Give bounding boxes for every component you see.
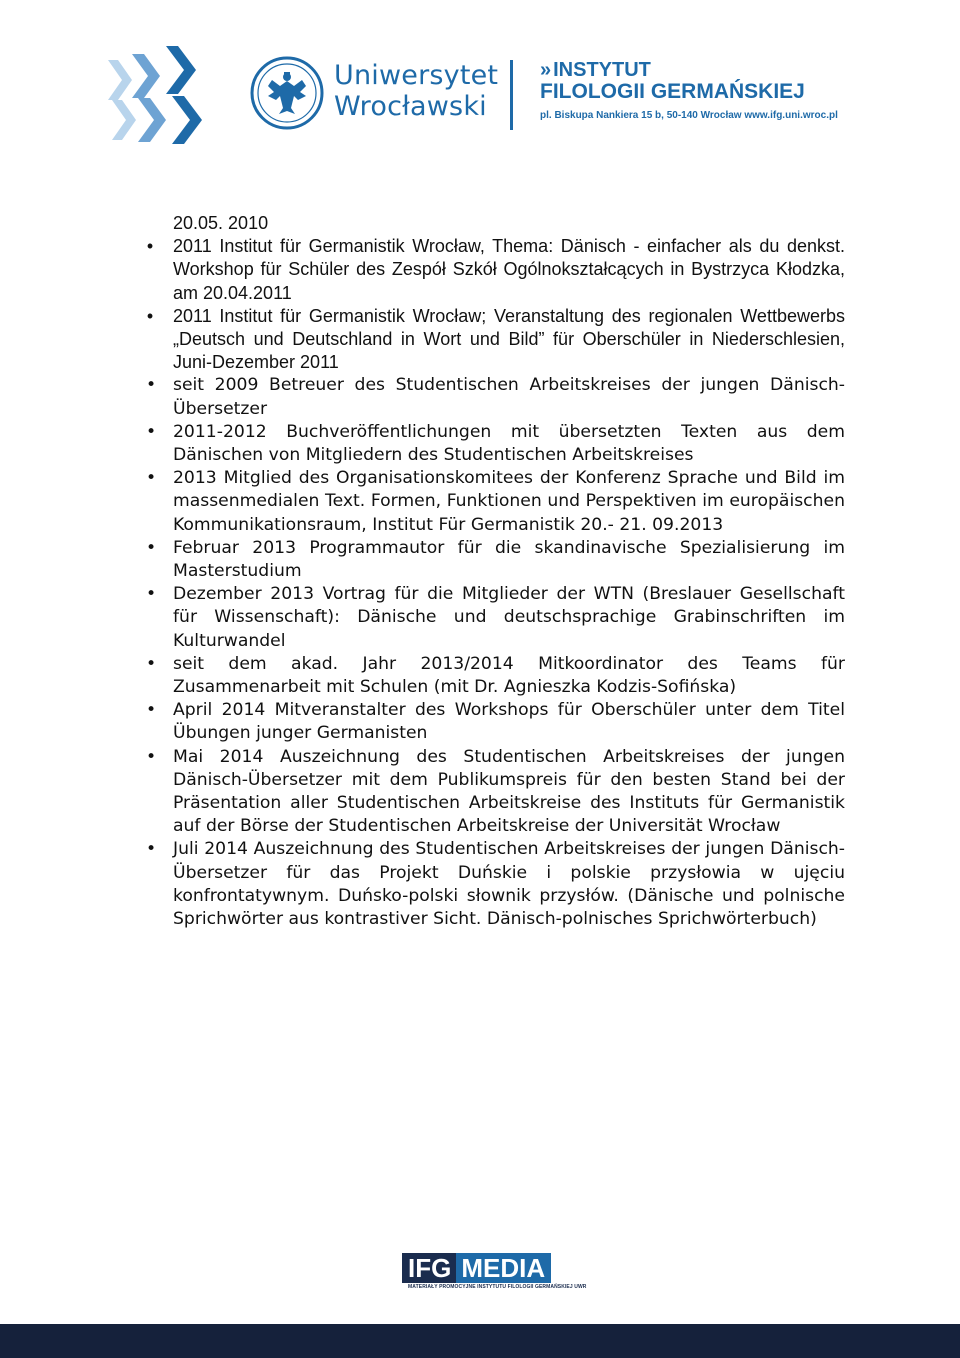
list-item xyxy=(146,838,845,931)
bullet-icon: • xyxy=(146,421,157,442)
list-item xyxy=(146,746,845,839)
institute-label: INSTYTUT xyxy=(553,59,651,81)
university-name-line1: Uniwersytet xyxy=(334,60,499,91)
list-item-text: seit dem akad. Jahr 2013/2014 Mitkoordinator des Teams für Zusammenarbeit mit Schulen (mit Dr. Agnieszka Kodzis-Sofińska) xyxy=(173,653,845,698)
bullet-icon: • xyxy=(146,375,157,396)
university-name-line2: Wrocławski xyxy=(334,91,487,122)
list-item xyxy=(146,467,845,537)
list-item xyxy=(146,583,845,653)
bullet-icon: • xyxy=(146,236,154,257)
list-item-text: Juli 2014 Auszeichnung des Studentischen Arbeitskreises der jungen Dänisch-Übersetzer für das Projekt Duńskie i polskie przysłowia w ujęciu konfrontatywnym. Duńsko-polski słownik przysłów. (Dänische und polnische Sprichwörter aus kontrastiver Sicht. Dänisch-polnisches Sprichwörterbuch) xyxy=(173,839,845,930)
eagle-emblem-icon xyxy=(250,56,324,130)
activity-list xyxy=(146,235,845,931)
list-item-text: 2011 Institut für Germanistik Wrocław, Thema: Dänisch - einfacher als du denkst. Workshop für Schüler des Zespół Szkół Ogólnokształcących in Bystrzyca Kłodzka, am 20.04.2011 xyxy=(173,236,845,303)
list-item-text: Februar 2013 Programmautor für die skandinavische Spezialisierung im Masterstudium xyxy=(173,537,845,582)
list-item-text: April 2014 Mitveranstalter des Workshops für Oberschüler unter dem Titel Übungen junger Germanisten xyxy=(173,700,845,744)
bullet-icon: • xyxy=(146,700,157,721)
footer-bar xyxy=(0,1324,960,1358)
cv-content xyxy=(146,212,845,931)
chevron-right-icon xyxy=(108,46,218,154)
list-item xyxy=(146,421,845,467)
institute-line1 xyxy=(540,60,838,80)
bullet-icon: • xyxy=(146,653,157,674)
list-item-text: 2011 Institut für Germanistik Wrocław; Veranstaltung des regionalen Wettbewerbs „Deutsch und Deutschland in Wort und Bild” für Oberschüler in Niederschlesien, Juni-Dezember 2011 xyxy=(173,305,845,373)
list-item-text: seit 2009 Betreuer des Studentischen Arbeitskreises der jungen Dänisch-Übersetzer xyxy=(173,375,845,419)
list-item xyxy=(146,305,845,375)
logo-part-ifg: IFG xyxy=(402,1253,456,1283)
date-line: 20.05. 2010 xyxy=(173,213,269,233)
list-item-text: Dezember 2013 Vortrag für die Mitglieder der WTN (Breslauer Gesellschaft für Wissenschaft): Dänische und deutschsprachige Grabinschriften im Kulturwandel xyxy=(173,584,845,651)
bullet-icon: • xyxy=(146,468,157,489)
logo-tagline: MATERIAŁY PROMOCYJNE INSTYTUTU FILOLOGII GERMAŃSKIEJ UWR xyxy=(408,1284,587,1290)
institute-address: pl. Biskupa Nankiera 15 b, 50-140 Wrocław www.ifg.uni.wroc.pl xyxy=(540,110,838,121)
list-item xyxy=(146,653,845,699)
bullet-icon: • xyxy=(146,584,157,605)
list-item xyxy=(146,537,845,583)
list-item-text: 2013 Mitglied des Organisationskomitees der Konferenz Sprache und Bild im massenmedialen Text. Formen, Funktionen und Perspektiven im europäischen Kommunikationsraum, Institut Für Germanistik 20.- 21. 09.2013 xyxy=(173,468,845,535)
letterhead xyxy=(0,0,960,160)
ifg-media-logo xyxy=(402,1253,587,1293)
ifg-media-wordmark xyxy=(402,1253,551,1283)
institute-name: FILOLOGII GERMAŃSKIEJ xyxy=(540,80,805,103)
list-item xyxy=(146,235,845,305)
bullet-icon: • xyxy=(146,839,157,860)
logo-part-media: MEDIA xyxy=(456,1253,551,1283)
list-item-text: 2011-2012 Buchveröffentlichungen mit übersetzten Texten aus dem Dänischen von Mitgliedern des Studentischen Arbeitskreises xyxy=(173,421,845,466)
university-name xyxy=(334,60,498,122)
institute-block xyxy=(540,60,838,124)
bullet-icon: • xyxy=(146,537,157,558)
list-item xyxy=(146,699,845,745)
header-divider xyxy=(510,60,513,130)
bullet-icon: • xyxy=(146,305,154,326)
institute-mark: » xyxy=(540,59,552,81)
list-item-text: Mai 2014 Auszeichnung des Studentischen Arbeitskreises der jungen Dänisch-Übersetzer mit dem Publikumspreis für den besten Stand bei der Präsentation aller Studentischen Arbeitskreise des Instituts für Germanistik auf der Börse der Studentischen Arbeitskreise der Universität Wrocław xyxy=(173,746,845,837)
bullet-icon: • xyxy=(146,746,157,767)
list-item xyxy=(146,374,845,420)
